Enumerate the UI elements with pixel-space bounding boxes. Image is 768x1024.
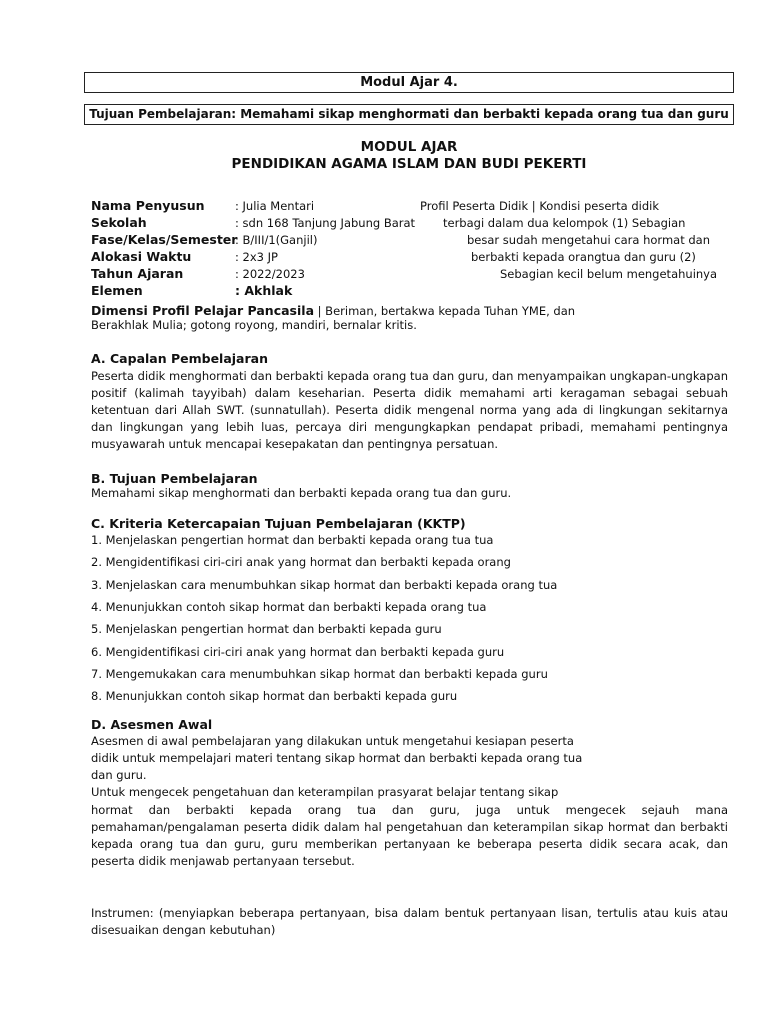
kktp-item-4: 4. Menunjukkan contoh sikap hormat dan berbakti kepada orang tua	[91, 600, 487, 614]
section-b-heading: B. Tujuan Pembelajaran	[91, 471, 258, 486]
objective-box: Tujuan Pembelajaran: Memahami sikap menghormati dan berbakti kepada orang tua dan guru	[84, 104, 734, 125]
info-label-sekolah: Sekolah	[91, 215, 147, 230]
profil-line-2: terbagi dalam dua kelompok (1) Sebagian	[443, 216, 686, 230]
module-number-box: Modul Ajar 4.	[84, 72, 734, 93]
section-c-heading: C. Kriteria Ketercapaian Tujuan Pembelajaran (KKTP)	[91, 516, 466, 531]
info-label-fase: Fase/Kelas/Semester	[91, 232, 238, 247]
title-line2: PENDIDIKAN AGAMA ISLAM DAN BUDI PEKERTI	[231, 156, 587, 172]
section-d-heading: D. Asesmen Awal	[91, 717, 213, 732]
profil-line-3: besar sudah mengetahui cara hormat dan	[467, 233, 710, 247]
info-value-fase: : B/III/1(Ganjil)	[235, 233, 318, 247]
info-label-alokasi: Alokasi Waktu	[91, 249, 192, 264]
kktp-item-5: 5. Menjelaskan pengertian hormat dan berbakti kepada guru	[91, 622, 442, 636]
dimensi-label: Dimensi Profil Pelajar Pancasila	[91, 303, 314, 318]
section-d-line-2: didik untuk mempelajari materi tentang sikap hormat dan berbakti kepada orang tua	[91, 751, 583, 765]
section-d-line-3: dan guru.	[91, 768, 147, 782]
profil-line-5: Sebagian kecil belum mengetahuinya	[500, 267, 718, 281]
profil-line-4: berbakti kepada orangtua dan guru (2)	[471, 250, 696, 264]
info-label-tahun: Tahun Ajaran	[91, 266, 184, 281]
info-value-alokasi: : 2x3 JP	[235, 250, 278, 264]
section-a-text: Peserta didik menghormati dan berbakti kepada orang tua dan guru, dan menyampaikan ungkapan-ungkapan positif (kalimah tayyibah) dalam keseharian. Peserta didik memahami arti keragaman sebagai sebuah ketentuan dari Allah SWT. (sunnatullah). Peserta didik mengenal norma yang ada di lingkungan sekitarnya dan lingkungan yang lebih luas, percaya diri mengungkapkan pendapat pribadi, memahami pentingnya musyawarah untuk mencapai kesepakatan dan pentingnya persatuan.	[91, 369, 728, 452]
kktp-item-8: 8. Menunjukkan contoh sikap hormat dan berbakti kepada guru	[91, 689, 458, 703]
dimensi-row	[91, 300, 575, 319]
info-label-nama: Nama Penyusun	[91, 198, 205, 213]
section-a-heading: A. Capalan Pembelajaran	[91, 351, 268, 366]
kktp-item-6: 6. Mengidentifikasi ciri-ciri anak yang hormat dan berbakti kepada guru	[91, 645, 505, 659]
instrumen-text: Instrumen: (menyiapkan beberapa pertanyaan, bisa dalam bentuk pertanyaan lisan, tertulis atau kuis atau disesuaikan dengan kebutuhan)	[91, 906, 728, 938]
title-line1: MODUL AJAR	[360, 139, 458, 155]
kktp-item-1: 1. Menjelaskan pengertian hormat dan berbakti kepada orang tua tua	[91, 533, 494, 547]
info-label-elemen: Elemen	[91, 283, 143, 298]
section-d-text: hormat dan berbakti kepada orang tua dan guru, juga untuk mengecek sejauh mana pemahaman/pengalaman peserta didik dalam hal pengetahuan dan keterampilan sikap hormat dan berbakti kepada orang tua dan guru, guru memberikan pertanyaan ke beberapa peserta didik secara acak, dan peserta didik menjawab pertanyaan tersebut.	[91, 803, 728, 869]
info-value-elemen: : Akhlak	[235, 283, 293, 298]
info-value-tahun: : 2022/2023	[235, 267, 305, 281]
kktp-item-2: 2. Mengidentifikasi ciri-ciri anak yang hormat dan berbakti kepada orang	[91, 555, 511, 569]
info-value-sekolah: : sdn 168 Tanjung Jabung Barat	[235, 216, 416, 230]
info-value-nama: : Julia Mentari	[235, 199, 315, 213]
dimensi-value: | Beriman, bertakwa kepada Tuhan YME, dan	[314, 304, 576, 318]
section-b-text: Memahami sikap menghormati dan berbakti kepada orang tua dan guru.	[91, 486, 512, 500]
profil-line-1: Profil Peserta Didik | Kondisi peserta didik	[420, 199, 659, 213]
kktp-item-7: 7. Mengemukakan cara menumbuhkan sikap hormat dan berbakti kepada guru	[91, 667, 548, 681]
kktp-item-3: 3. Menjelaskan cara menumbuhkan sikap hormat dan berbakti kepada orang tua	[91, 578, 558, 592]
section-d-line-4: Untuk mengecek pengetahuan dan keterampilan prasyarat belajar tentang sikap	[91, 785, 559, 799]
section-d-line-1: Asesmen di awal pembelajaran yang dilakukan untuk mengetahui kesiapan peserta	[91, 734, 574, 748]
dimensi-line2: Berakhlak Mulia; gotong royong, mandiri, bernalar kritis.	[91, 318, 417, 332]
